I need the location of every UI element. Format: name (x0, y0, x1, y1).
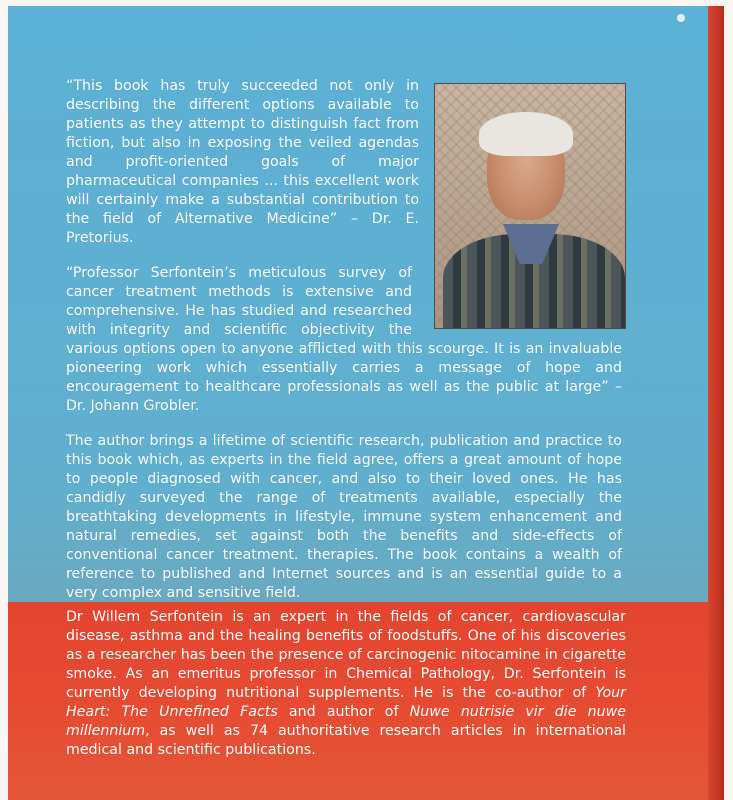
photo-wrap-spacer (412, 264, 622, 330)
author-bio-part3: , as well as 74 authoritative research articles in international medical and scientific publications. (66, 723, 626, 758)
author-bio-part1: Dr Willem Serfontein is an expert in the fields of cancer, cardiovascular disease, asthma and the healing benefits of foodstuffs. One of his discoveries as a researcher has been the presence of carcinogenic nitocamine in cigarette smoke. As an emeritus professor in Chemical Pathology, Dr. Serfontein is currently developing nutritional supplements. He is the co-author of (66, 609, 626, 701)
testimonial-grobler-block (66, 264, 622, 416)
corner-mark (677, 14, 685, 22)
testimonial-grobler: “Professor Serfontein’s meticulous survey of cancer treatment methods is extensive and comprehensive. He has studied and researched with integrity and scientific objectivity the various options open to anyone afflicted with this scourge. It is an invaluable pioneering work which essentially carries a message of hope and encouragement to healthcare professionals as well as the public at large” – Dr. Johann Grobler. (66, 265, 622, 414)
testimonial-pretorius: “This book has truly succeeded not only in describing the different options available to patients as they attempt to distinguish fact from fiction, but also in exposing the veiled agendas and profit-oriented goals of major pharmaceutical companies ... this excellent work will certainly make a substantial contribution to the field of Alternative Medicine” – Dr. E. Pretorius. (66, 78, 419, 246)
author-bio (66, 608, 626, 760)
book-title-nuwe-nutrisie: Nuwe nutrisie vir die nuwe millennium (66, 704, 626, 739)
author-hair (479, 112, 573, 156)
cover-edge-band (708, 6, 724, 800)
author-bio-part2: and author of (277, 704, 410, 720)
book-description: The author brings a lifetime of scientific research, publication and practice to this book which, as experts in the field agree, offers a great amount of hope to people diagnosed with cancer, and also to their loved ones. He has candidly surveyed the range of treatments available, especially the breathtaking developments in lifestyle, immune system enhancement and natural remedies, set against both the benefits and side-effects of conventional cancer treatment. therapies. The book contains a wealth of reference to published and Internet sources and is an essential guide to a very complex and sensitive field. (66, 433, 622, 601)
book-title-your-heart: Your Heart: The Unrefined Facts (66, 685, 626, 720)
